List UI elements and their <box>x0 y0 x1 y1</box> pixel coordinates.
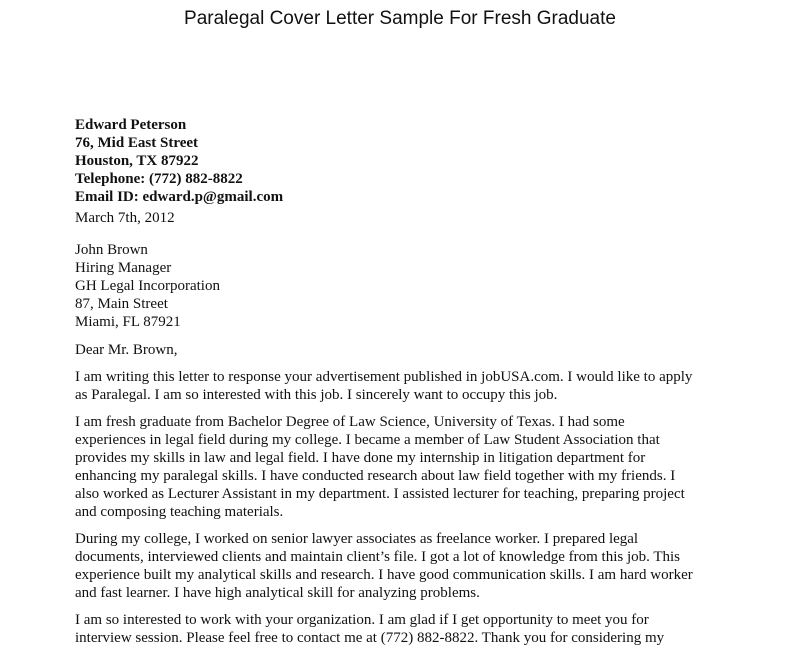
paragraph-line: documents, interviewed clients and maintain client’s file. I got a lot of knowledge from this job. This <box>75 549 681 565</box>
recipient-name: John Brown <box>75 242 148 258</box>
recipient-company: GH Legal Incorporation <box>75 278 220 294</box>
sender-street: 76, Mid East Street <box>75 135 199 151</box>
paragraph-line: also worked as Lecturer Assistant in my department. I assisted lecturer for teaching, preparing project <box>75 486 685 502</box>
paragraph-line: provides my skills in law and legal field. I have done my internship in litigation department for <box>75 450 646 466</box>
paragraph-line: I am writing this letter to response your advertisement published in jobUSA.com. I would like to apply <box>75 369 693 385</box>
paragraph-line: experiences in legal field during my college. I became a member of Law Student Association that <box>75 432 660 448</box>
paragraph-line: and fast learner. I have high analytical skill for analyzing problems. <box>75 585 480 601</box>
paragraph-line: experience built my analytical skills and research. I have good communication skills. I am hard worker <box>75 567 693 583</box>
recipient-city: Miami, FL 87921 <box>75 314 181 330</box>
paragraph-1 <box>75 368 735 404</box>
paragraph-4 <box>75 611 735 647</box>
letter-date-text: March 7th, 2012 <box>75 210 175 226</box>
sender-block <box>75 116 735 206</box>
sender-telephone: Telephone: (772) 882-8822 <box>75 171 243 187</box>
sender-name: Edward Peterson <box>75 117 187 133</box>
recipient-block <box>75 241 735 331</box>
paragraph-line: I am fresh graduate from Bachelor Degree of Law Science, University of Texas. I had some <box>75 414 625 430</box>
paragraph-line: interview session. Please feel free to contact me at (772) 882-8822. Thank you for considering my <box>75 630 665 646</box>
paragraph-line: enhancing my paralegal skills. I have conducted research about law field together with my friends. I <box>75 468 676 484</box>
letter-body <box>75 116 735 647</box>
paragraph-line: I am so interested to work with your organization. I am glad if I get opportunity to meet you for <box>75 612 649 628</box>
recipient-title: Hiring Manager <box>75 260 172 276</box>
letter-date <box>75 209 735 227</box>
sender-email: Email ID: edward.p@gmail.com <box>75 189 284 205</box>
paragraph-line: and composing teaching materials. <box>75 504 284 520</box>
paragraph-2 <box>75 413 735 521</box>
paragraph-line: During my college, I worked on senior lawyer associates as freelance worker. I prepared legal <box>75 531 639 547</box>
paragraph-3 <box>75 530 735 602</box>
paragraph-line: as Paralegal. I am so interested with this job. I sincerely want to occupy this job. <box>75 387 558 403</box>
salutation-text: Dear Mr. Brown, <box>75 342 178 358</box>
sender-city: Houston, TX 87922 <box>75 153 199 169</box>
salutation <box>75 341 735 359</box>
recipient-street: 87, Main Street <box>75 296 168 312</box>
document-title: Paralegal Cover Letter Sample For Fresh Graduate <box>184 8 616 29</box>
